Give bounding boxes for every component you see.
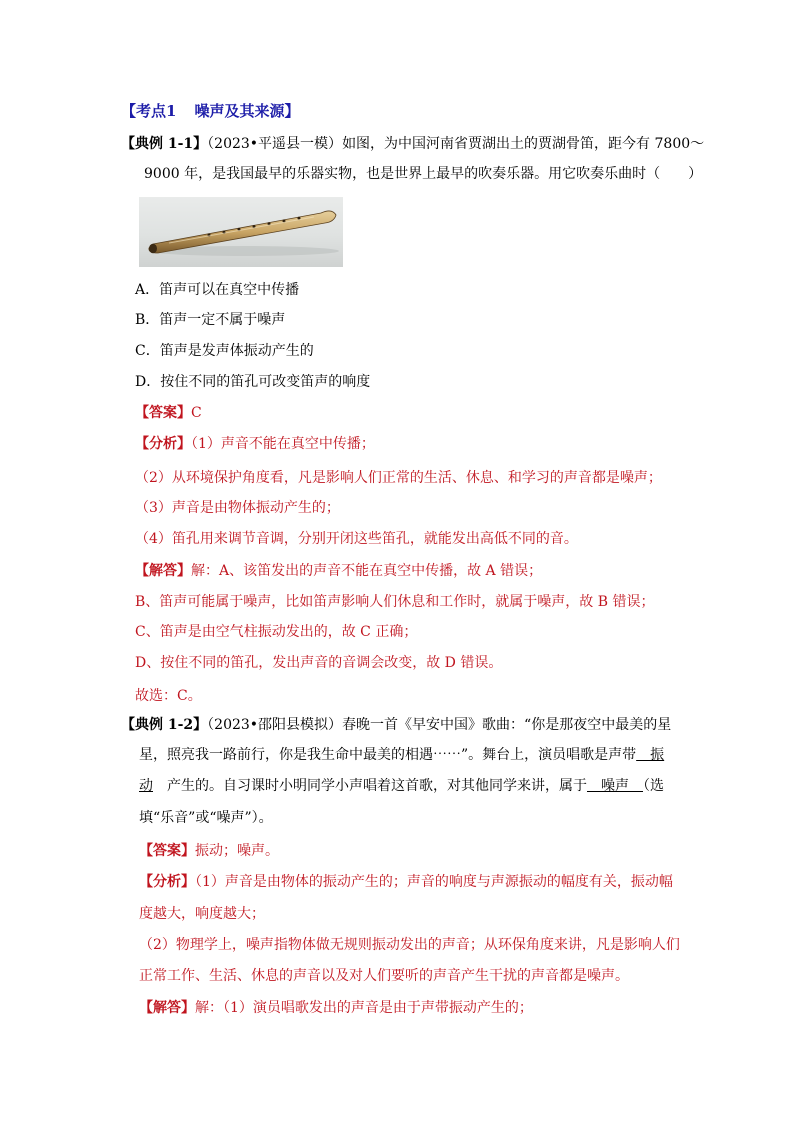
heading-bracket-open: 【 xyxy=(121,102,137,120)
example2-stem-text1: 春晚一首《早安中国》歌曲：“你是那夜空中最美的星 xyxy=(342,717,672,733)
example2-source: （2023•邵阳县模拟） xyxy=(207,717,343,733)
bone-flute-image xyxy=(139,197,343,267)
example2-stem-text2: 星，照亮我一路前行，你是我生命中最美的相遇⋯⋯”。舞台上，演员唱歌是声带 xyxy=(139,747,637,763)
example1-option-c: C．笛声是发声体振动产生的 xyxy=(135,343,314,359)
example1-solution-line3: C、笛声是由空气柱振动发出的，故 C 正确； xyxy=(135,624,418,640)
example2-blank1-part1: 振 xyxy=(636,747,665,763)
example1-answer-value: C xyxy=(191,405,202,421)
example2-answer xyxy=(139,841,279,861)
example2-analysis-line4: 正常工作、生活、休息的声音以及对人们要听的声音产生干扰的声音都是噪声。 xyxy=(139,968,629,984)
example1-solution-tag: 【解答】 xyxy=(135,563,191,579)
section-heading xyxy=(121,101,299,121)
example2-analysis-line3: （2）物理学上，噪声指物体做无规则振动发出的声音；从环保角度来讲，凡是影响人们 xyxy=(139,937,680,953)
example2-stem-text3: 产生的。自习课时小明同学小声唱着这首歌，对其他同学来讲，属于 xyxy=(153,778,587,794)
example2-analysis-tag: 【分析】 xyxy=(139,874,195,890)
example1-tag: 【典例 1-1】 xyxy=(121,136,208,152)
example1-source: （2023•平遥县一模） xyxy=(207,136,343,152)
example2-stem-text3-end: （选 xyxy=(643,778,664,794)
bone-flute-icon xyxy=(139,197,343,267)
heading-label: 考点1 xyxy=(136,102,177,120)
example2-analysis-text1: （1）声音是由物体的振动产生的；声音的响度与声源振动的幅度有关，振动幅 xyxy=(195,874,673,890)
example2-stem-line3 xyxy=(139,776,664,796)
example1-option-b: B．笛声一定不属于噪声 xyxy=(135,312,286,328)
example1-solution-text1: 解：A、该笛发出的声音不能在真空中传播，故 A 错误； xyxy=(191,563,543,579)
example1-solution-line4: D、按住不同的笛孔，发出声音的音调会改变，故 D 错误。 xyxy=(135,655,503,671)
example2-solution-line1 xyxy=(139,998,533,1018)
heading-text: 噪声及其来源 xyxy=(194,102,285,120)
example1-analysis-text1: （1）声音不能在真空中传播； xyxy=(191,436,375,452)
heading-bracket-close: 】 xyxy=(284,102,300,120)
example1-analysis-line1 xyxy=(135,434,375,454)
example2-blank1-part2: 动 xyxy=(139,778,153,794)
example1-solution-line1 xyxy=(135,561,542,581)
example2-analysis-line1 xyxy=(139,872,673,892)
example2-stem-line2 xyxy=(139,745,664,765)
example1-answer xyxy=(135,403,202,423)
example2-answer-tag: 【答案】 xyxy=(139,843,195,859)
example2-stem-line1 xyxy=(121,715,671,735)
example1-analysis-tag: 【分析】 xyxy=(135,436,191,452)
example1-analysis-line3: （3）声音是由物体振动产生的； xyxy=(135,500,340,516)
example2-tag: 【典例 1-2】 xyxy=(121,717,208,733)
example1-conclusion: 故选：C。 xyxy=(135,688,202,704)
example1-analysis-line4: （4）笛孔用来调节音调，分别开闭这些笛孔，就能发出高低不同的音。 xyxy=(135,531,578,547)
example2-blank2: 噪声 xyxy=(587,778,643,794)
example1-stem-line1 xyxy=(121,134,704,154)
example1-solution-line2: B、笛声可能属于噪声，比如笛声影响人们休息和工作时，就属于噪声，故 B 错误； xyxy=(135,594,655,610)
example1-stem-line2: 9000 年，是我国最早的乐器实物，也是世界上最早的吹奏乐器。用它吹奏乐曲时（ ） xyxy=(144,166,703,182)
example1-option-a: A．笛声可以在真空中传播 xyxy=(135,282,300,298)
example1-option-d: D．按住不同的笛孔可改变笛声的响度 xyxy=(135,374,371,390)
example1-stem-text1: 如图，为中国河南省贾湖出土的贾湖骨笛，距今有 7800～ xyxy=(342,136,705,152)
example2-answer-value: 振动；噪声。 xyxy=(195,843,279,859)
example2-stem-line4: 填“乐音”或“噪声”）。 xyxy=(139,810,273,826)
example2-analysis-line2: 度越大，响度越大； xyxy=(139,906,265,922)
example2-solution-tag: 【解答】 xyxy=(139,1000,195,1016)
example1-answer-tag: 【答案】 xyxy=(135,405,191,421)
example2-solution-text1: 解：（1）演员唱歌发出的声音是由于声带振动产生的； xyxy=(195,1000,533,1016)
example1-analysis-line2: （2）从环境保护角度看，凡是影响人们正常的生活、休息、和学习的声音都是噪声； xyxy=(135,470,662,486)
